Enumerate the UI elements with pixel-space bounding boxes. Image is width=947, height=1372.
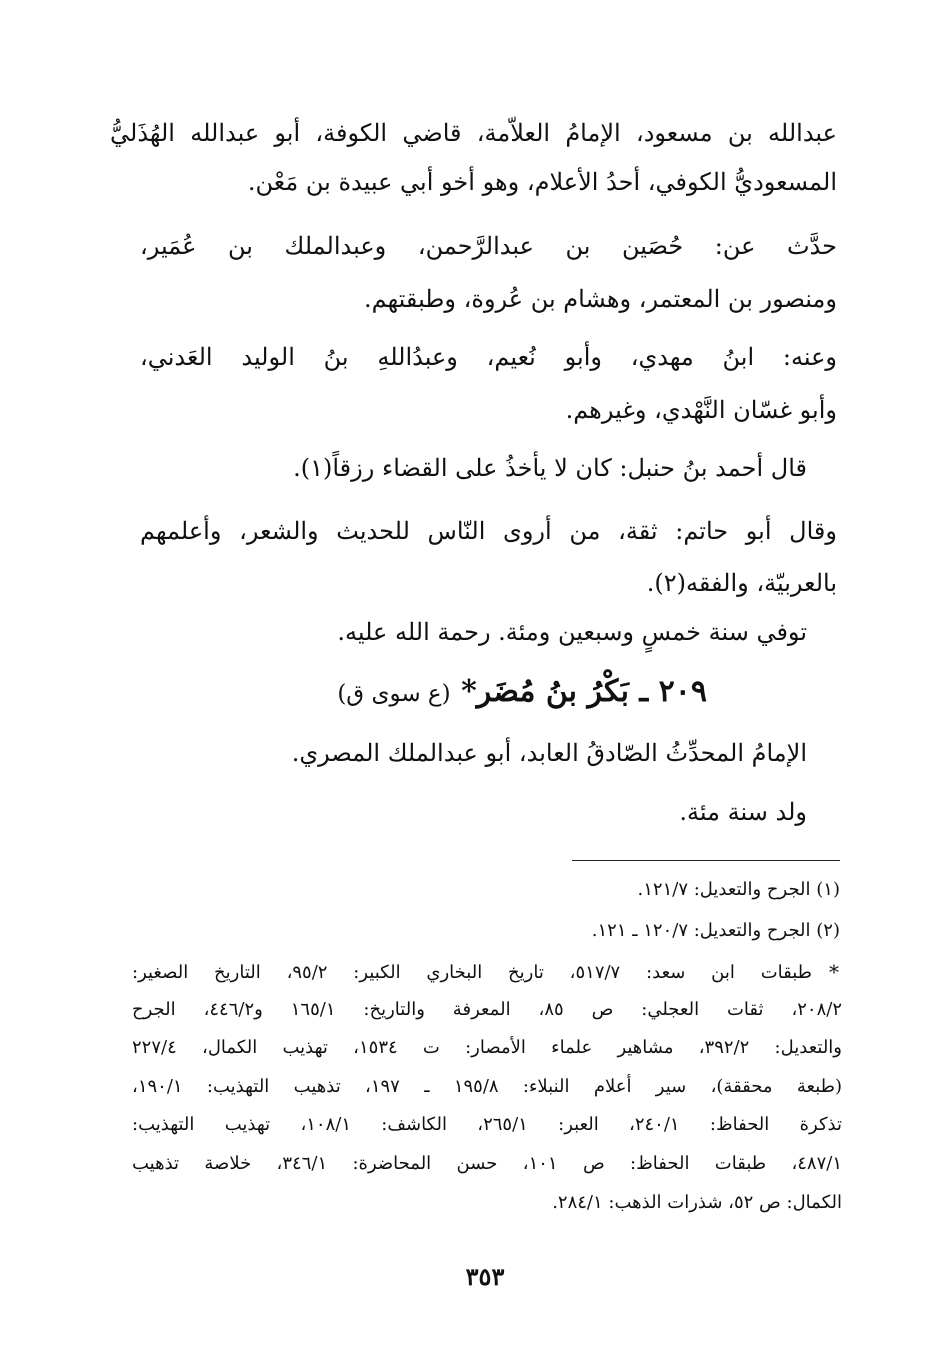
body-line: حدَّث عن: حُصَين بن عبدالرَّحمن، وعبدالملك بن عُمَير، — [140, 232, 837, 260]
body-line: ومنصور بن المعتمر، وهشام بن عُروة، وطبقتهم. — [364, 285, 837, 313]
source-note-line: ٢٠٨/٢، ثقات العجلي: ص ٨٥، المعرفة والتاريخ: ١٦٥/١ و٤٤٦/٢، الجرح — [132, 999, 843, 1020]
body-line: بالعربيّة، والفقه(٢). — [646, 569, 837, 597]
body-line: وقال أبو حاتم: ثقة، من أروى النّاس للحديث والشعر، وأعلمهم — [140, 517, 837, 545]
footnote: (١) الجرح والتعديل: ١٢١/٧. — [637, 879, 840, 900]
entry-body-line: الإمامُ المحدِّثُ الصّادقُ العابد، أبو عبدالملك المصري. — [291, 739, 807, 767]
source-note-line: تذكرة الحفاظ: ٢٤٠/١، العبر: ٢٦٥/١، الكاشف: ١٠٨/١، تهذيب التهذيب: — [132, 1114, 842, 1135]
entry-body-line: ولد سنة مئة. — [679, 798, 807, 826]
footnote: (٢) الجرح والتعديل: ١٢٠/٧ ـ ١٢١. — [591, 920, 840, 941]
body-line: قال أحمد بنُ حنبل: كان لا يأخذُ على القضاء رزقاً(١). — [293, 454, 807, 482]
source-note-line: والتعديل: ٣٩٢/٢، مشاهير علماء الأمصار: ت ١٥٣٤، تهذيب الكمال، ٢٢٧/٤ — [132, 1037, 843, 1058]
body-line: وعنه: ابنُ مهدي، وأبو نُعيم، وعبدُاللهِ بنُ الوليد العَدني، — [140, 343, 837, 371]
entry-codes: (ع سوى ق) — [337, 681, 451, 707]
source-note-line: الكمال: ص ٥٢، شذرات الذهب: ٢٨٤/١. — [552, 1192, 842, 1213]
footnote-divider — [572, 860, 840, 861]
body-line: المسعوديُّ الكوفي، أحدُ الأعلام، وهو أخو أبي عبيدة بن مَعْن. — [247, 168, 837, 196]
entry-number: ٢٠٩ — [658, 674, 707, 709]
source-note-line: ٤٨٧/١، طبقات الحفاظ: ص ١٠١، حسن المحاضرة: ٣٤٦/١، خلاصة تذهيب — [132, 1153, 842, 1174]
body-line: وأبو غسّان النَّهْدي، وغيرهم. — [565, 396, 837, 424]
entry-name: بَكْرُ بنُ مُضَر* — [461, 674, 629, 709]
source-note-line: (طبعة محققة)، سير أعلام النبلاء: ١٩٥/٨ ـ ١٩٧، تذهيب التهذيب: ١٩٠/١، — [132, 1076, 842, 1097]
source-note-line: طبقات ابن سعد: ٥١٧/٧، تاريخ البخاري الكبير: ٩٥/٢، التاريخ الصغير: — [132, 962, 812, 983]
entry-heading — [337, 674, 707, 709]
page-number: ٣٥٣ — [465, 1262, 505, 1291]
body-line: عبدالله بن مسعود، الإمامُ العلاّمة، قاضي الكوفة، أبو عبدالله الهُذَليُّ — [110, 119, 837, 147]
asterisk-marker: * — [829, 960, 839, 984]
entry-dash: ـ — [639, 674, 649, 709]
body-line: توفي سنة خمسٍ وسبعين ومئة. رحمة الله عليه. — [337, 618, 807, 646]
